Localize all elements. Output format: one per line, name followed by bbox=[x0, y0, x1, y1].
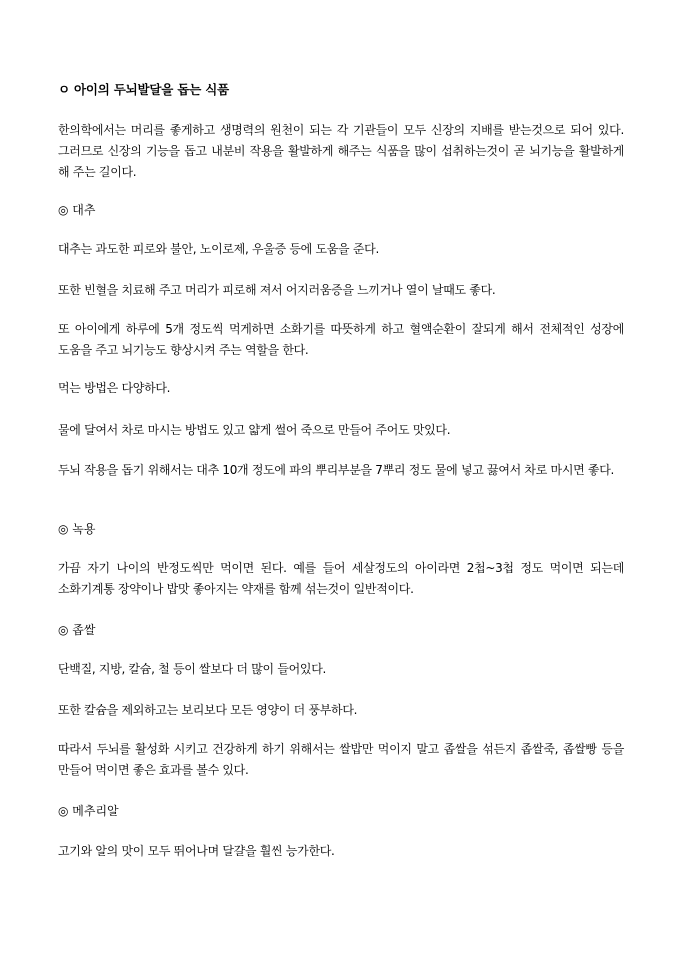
jujube-paragraph-3: 또 아이에게 하루에 5개 정도씩 먹게하면 소화기를 따뜻하게 하고 혈액순환이 잘되게 해서 전체적인 성장에 도움을 주고 뇌기능도 향상시켜 주는 역할을 한다. bbox=[58, 322, 624, 357]
millet-paragraph-3: 따라서 두뇌를 활성화 시키고 건강하게 하기 위해서는 쌀밥만 먹이지 말고 좁쌀을 섞든지 좁쌀죽, 좁쌀빵 등을 만들어 먹이면 좋은 효과를 볼수 있다. bbox=[58, 742, 624, 777]
section-heading-millet: ◎ 좁쌀 bbox=[58, 623, 96, 637]
quail-egg-paragraph-1: 고기와 알의 맛이 모두 뛰어나며 달걀을 훨씬 능가한다. bbox=[58, 844, 335, 858]
section-heading-quail-egg: ◎ 메추리알 bbox=[58, 804, 119, 818]
section-heading-jujube: ◎ 대추 bbox=[58, 203, 96, 217]
jujube-paragraph-4: 먹는 방법은 다양하다. bbox=[58, 381, 171, 395]
deer-antler-paragraph-1: 가끔 자기 나이의 반정도씩만 먹이면 된다. 예를 들어 세살정도의 아이라면 2첩~3첩 정도 먹이면 되는데 소화기계통 장약이나 밥맛 좋아지는 약재를 함께 섞는것이 일반적이다. bbox=[58, 561, 624, 596]
millet-paragraph-1: 단백질, 지방, 칼슘, 철 등이 쌀보다 더 많이 들어있다. bbox=[58, 662, 327, 676]
millet-paragraph-2: 또한 칼슘을 제외하고는 보리보다 모든 영양이 더 풍부하다. bbox=[58, 703, 358, 717]
jujube-paragraph-2: 또한 빈혈을 치료해 주고 머리가 피로해 져서 어지러움증을 느끼거나 열이 날때도 좋다. bbox=[58, 283, 496, 297]
jujube-paragraph-6: 두뇌 작용을 돕기 위해서는 대추 10개 정도에 파의 뿌리부분을 7뿌리 정도 물에 넣고 끓여서 차로 마시면 좋다. bbox=[58, 463, 615, 477]
jujube-paragraph-1: 대추는 과도한 피로와 불안, 노이로제, 우울증 등에 도움을 준다. bbox=[58, 242, 379, 256]
intro-paragraph: 한의학에서는 머리를 좋게하고 생명력의 원천이 되는 각 기관들이 모두 신장의 지배를 받는것으로 되어 있다. 그러므로 신장의 기능을 돕고 내분비 작용을 활발하게 해주는 식품을 많이 섭취하는것이 곧 뇌기능을 활발하게 해 주는 길이다. bbox=[58, 123, 624, 179]
document-title: ㅇ 아이의 두뇌발달을 돕는 식품 bbox=[58, 82, 229, 97]
section-heading-deer-antler: ◎ 녹용 bbox=[58, 522, 96, 536]
jujube-paragraph-5: 물에 달여서 차로 마시는 방법도 있고 얇게 썰어 죽으로 만들어 주어도 맛있다. bbox=[58, 423, 451, 437]
